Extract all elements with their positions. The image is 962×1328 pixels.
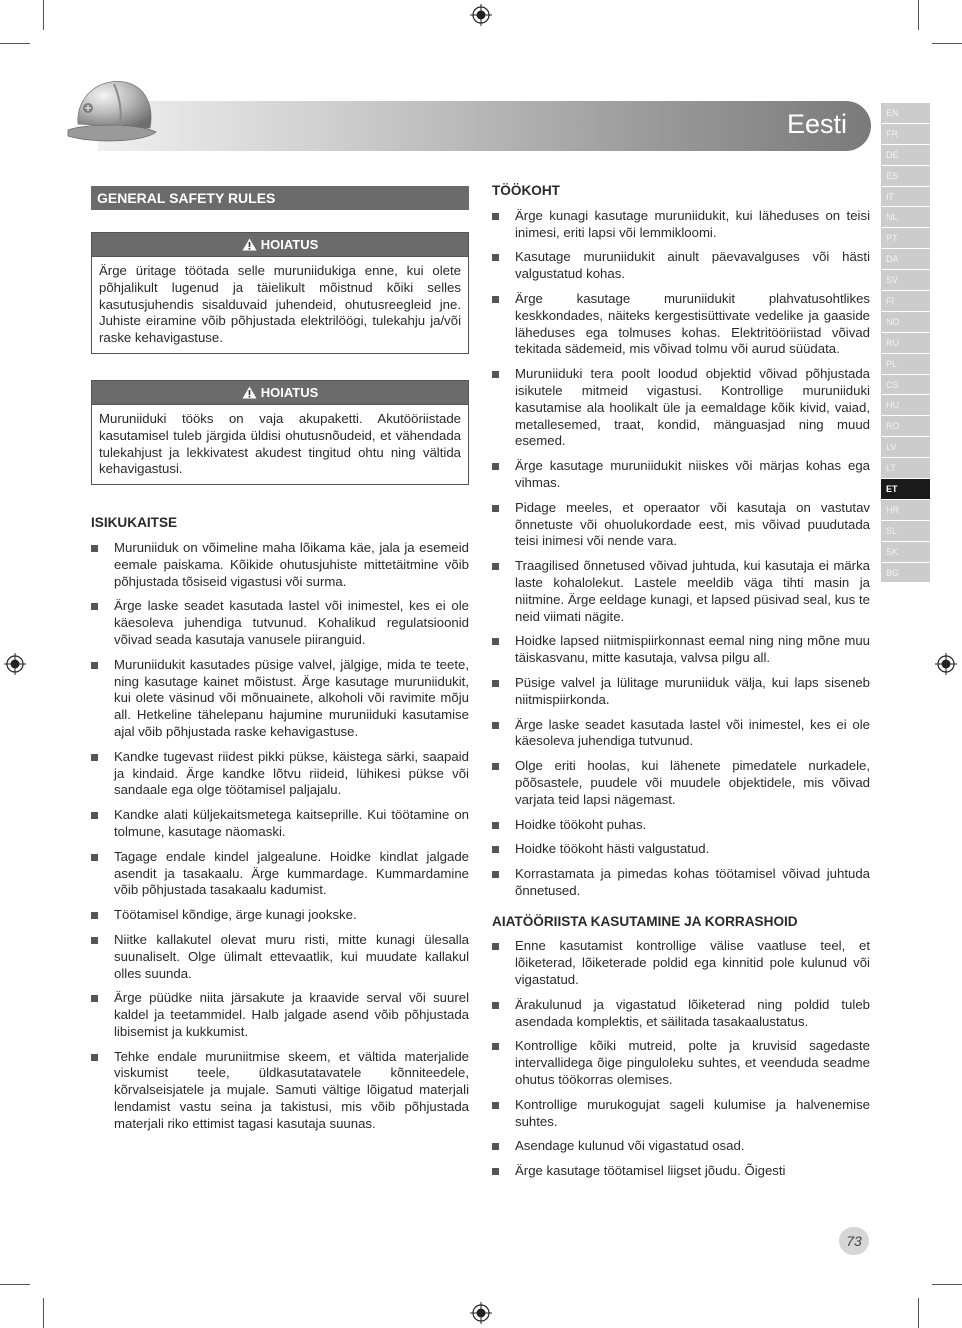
language-tab[interactable]: DE <box>881 145 930 165</box>
page-number: 73 <box>839 1227 869 1255</box>
list-item: Tagage endale kindel jalgealune. Hoidke kindlat jalgade asendit ja tasakaalu. Ärge kummardage. Kummardamine võib põhjustada tasakaalu kadumist. <box>91 849 469 899</box>
list-item: Ärge kasutage muruniidukit niiskes või märjas kohas ega vihmas. <box>492 458 870 492</box>
crop-mark <box>918 0 919 30</box>
list-item: Kandke alati küljekaitsmetega kaitseprille. Kui töötamine on tolmune, kasutage näomaski. <box>91 807 469 841</box>
warning-header <box>92 381 468 405</box>
list-item: Tehke endale muruniitmise skeem, et vältida materjalide viskumist teele, üldkasutatavatele kõnniteedele, kõrvalseisjatele ja mujale. Samuti vältige lõigatud materjali lendamist vastu seina ja takistusi, mis võib põhjustada materjali riko ettimist tagasi kasutaja suunas. <box>91 1049 469 1133</box>
bullet-list <box>492 938 870 1180</box>
list-item: Hoidke töökoht puhas. <box>492 817 870 834</box>
crop-mark <box>0 43 30 44</box>
language-tabs <box>881 103 930 583</box>
header-banner <box>98 101 871 151</box>
language-tab[interactable]: SK <box>881 542 930 562</box>
list-item: Asendage kulunud või vigastatud osad. <box>492 1138 870 1155</box>
list-item: Ärge kasutage töötamisel liigset jõudu. Õigesti <box>492 1163 870 1180</box>
list-item: Enne kasutamist kontrollige välise vaatluse teel, et lõiketerad, lõiketerade poldid ega kinnitid pole kulunud või vigastatud. <box>492 938 870 988</box>
list-item: Ärakulunud ja vigastatud lõiketerad ning poldid tuleb asendada komplektis, et säilitada tasakaalustatus. <box>492 997 870 1031</box>
language-tab[interactable]: SL <box>881 521 930 541</box>
language-tab-active[interactable]: ET <box>881 479 930 499</box>
bullet-list <box>492 208 870 900</box>
crop-mark <box>43 1298 44 1328</box>
list-item: Töötamisel kõndige, ärge kunagi jookske. <box>91 907 469 924</box>
bullet-list <box>91 540 469 1133</box>
registration-mark-icon <box>935 653 957 675</box>
list-item: Muruniidukit kasutades püsige valvel, jälgige, mida te teete, ning kasutage kainet mõistust. Ärge kasutage muruniidukit, kui olete väsinud või mõnuainete, alkoholi või ravimite mõju all. Hetkeline tähelepanu hajumine muruniiduki kasutamise ajal võib põhjustada raske kehavigastuse. <box>91 657 469 741</box>
language-tab[interactable]: EN <box>881 103 930 123</box>
language-tab[interactable]: FI <box>881 291 930 311</box>
warning-box <box>91 232 469 354</box>
language-tab[interactable]: FR <box>881 124 930 144</box>
section-title: GENERAL SAFETY RULES <box>91 186 469 210</box>
warning-triangle-icon <box>242 386 257 399</box>
section-heading: TÖÖKOHT <box>492 183 560 198</box>
list-item: Kontrollige kõiki mutreid, polte ja kruvisid sagedaste intervallidega õige pinguloleku suhtes, et veenduda seadme ohutus töökorras olemises. <box>492 1038 870 1088</box>
language-tab[interactable]: PT <box>881 228 930 248</box>
list-item: Ärge püüdke niita järsakute ja kraavide serval või suurel kaldel ja teetammidel. Halb jalgade asend võib põhjustada libisemist ja kukkumist. <box>91 990 469 1040</box>
crop-mark <box>43 0 44 30</box>
language-tab[interactable]: RU <box>881 333 930 353</box>
list-item: Hoidke lapsed niitmispiirkonnast eemal ning ning mõne muu täiskasvanu, mitte kasutaja, valvsa pilgu all. <box>492 633 870 667</box>
crop-mark <box>932 1284 962 1285</box>
list-item: Korrastamata ja pimedas kohas töötamisel võivad juhtuda õnnetused. <box>492 866 870 900</box>
safety-helmet-icon <box>64 72 158 152</box>
language-tab[interactable]: LT <box>881 458 930 478</box>
warning-triangle-icon <box>242 238 257 251</box>
language-tab[interactable]: DA <box>881 249 930 269</box>
list-item: Ärge laske seadet kasutada lastel või inimestel, kes ei ole käesoleva juhendiga tutvunud. <box>492 717 870 751</box>
language-tab[interactable]: HU <box>881 395 930 415</box>
language-tab[interactable]: ES <box>881 166 930 186</box>
warning-label: HOIATUS <box>260 384 319 400</box>
list-item: Niitke kallakutel olevat muru risti, mitte kunagi ülesalla suunaliselt. Olge ülimalt ettevaatlik, kui muudate kallakul olles suunda. <box>91 932 469 982</box>
list-item: Muruniiduk on võimeline maha lõikama käe, jala ja esemeid eemale paiskama. Kõikide ohutusjuhiste mittetäitmine võib põhjustada tõsiseid vigastusi või surma. <box>91 540 469 590</box>
language-tab[interactable]: CS <box>881 375 930 395</box>
list-item: Püsige valvel ja lülitage muruniiduk välja, kui laps siseneb niitmispiirkonda. <box>492 675 870 709</box>
list-item: Kasutage muruniidukit ainult päevavalguses või hästi valgustatud kohas. <box>492 249 870 283</box>
registration-mark-icon <box>470 4 492 26</box>
language-tab[interactable]: LV <box>881 437 930 457</box>
list-item: Ärge kasutage muruniidukit plahvatusohtlikes keskkondades, näiteks kergestisüttivate vedelike ja gaaside läheduses ega tolmuses kohas. Elektritööriistad võivad tekitada sädemeid, mis võivad tolmu või aurud süüdata. <box>492 291 870 358</box>
warning-text: Muruniiduki tööks on vaja akupaketti. Akutööriistade kasutamisel tuleb järgida üldisi ohutusnõudeid, et vähendada tulekahjust ja lekkivatest akudest tingitud ohtu ning vältida kehavigastusi. <box>99 410 461 477</box>
list-item: Ärge laske seadet kasutada lastel või inimestel, kes ei ole käesoleva juhendiga tutvunud. Kohalikud regulatsioonid võivad seada kasutaja vanusele piiranguid. <box>91 598 469 648</box>
list-item: Olge eriti hoolas, kui lähenete pimedatele nurkadele, põõsastele, puudele või muudele objektidele, mis võivad varjata teid lapsi nägemast. <box>492 758 870 808</box>
right-column <box>492 183 870 1188</box>
section-heading: AIATÖÖRIISTA KASUTAMINE JA KORRASHOID <box>492 913 798 929</box>
language-tab[interactable]: NL <box>881 207 930 227</box>
list-item: Pidage meeles, et operaator või kasutaja on vastutav õnnetuste või ohuolukordade eest, mis võivad puudutada teisi inimesi või nende vara. <box>492 500 870 550</box>
list-item: Hoidke töökoht hästi valgustatud. <box>492 841 870 858</box>
left-column <box>91 186 469 1141</box>
language-tab[interactable]: PL <box>881 354 930 374</box>
warning-header <box>92 233 468 257</box>
registration-mark-icon <box>4 653 26 675</box>
warning-text: Ärge üritage töötada selle muruniidukiga enne, kui olete põhjalikult lugenud ja täielikult mõistnud kõiki selles kasutusjuhendis sisalduvaid juhendeid, ohutusreegleid jne. Juhiste eiramine võib põhjustada elektrilöögi, tulekahju ja/või raske kehavigastuse. <box>99 263 461 346</box>
crop-mark <box>0 1284 30 1285</box>
list-item: Kandke tugevast riidest pikki pükse, käistega särki, saapaid ja kindaid. Ärge kandke lõtvu riideid, lühikesi pükse või sandaale ega olge töötamisel paljajalu. <box>91 749 469 799</box>
registration-mark-icon <box>470 1302 492 1324</box>
language-tab[interactable]: HR <box>881 500 930 520</box>
language-tab[interactable]: NO <box>881 312 930 332</box>
language-tab[interactable]: BG <box>881 563 930 583</box>
crop-mark <box>918 1298 919 1328</box>
language-tab[interactable]: SV <box>881 270 930 290</box>
section-heading: ISIKUKAITSE <box>91 515 178 531</box>
language-tab[interactable]: RO <box>881 416 930 436</box>
warning-label: HOIATUS <box>260 237 319 252</box>
list-item: Muruniiduki tera poolt loodud objektid võivad põhjustada isikutele mitmeid vigastusi. Kontrollige muruniiduki kasutamise ala hoolikalt üle ja eemaldage kõik kivid, vaiad, metallesemed, traat, kondid, mänguasjad ning muud esemed. <box>492 366 870 450</box>
crop-mark <box>932 43 962 44</box>
list-item: Kontrollige murukogujat sageli kulumise ja halvenemise suhtes. <box>492 1097 870 1131</box>
language-tab[interactable]: IT <box>881 187 930 207</box>
warning-box <box>91 380 469 485</box>
page-title: Eesti <box>786 109 847 139</box>
list-item: Ärge kunagi kasutage muruniidukit, kui läheduses on teisi inimesi, eriti lapsi või lemmikloomi. <box>492 208 870 242</box>
list-item: Traagilised õnnetused võivad juhtuda, kui kasutaja ei märka laste kohalolekut. Lastele meeldib väga tihti masin ja niitmine. Ärge eeldage kunagi, et lapsed püsivad seal, kus te neid viimati nägite. <box>492 558 870 625</box>
